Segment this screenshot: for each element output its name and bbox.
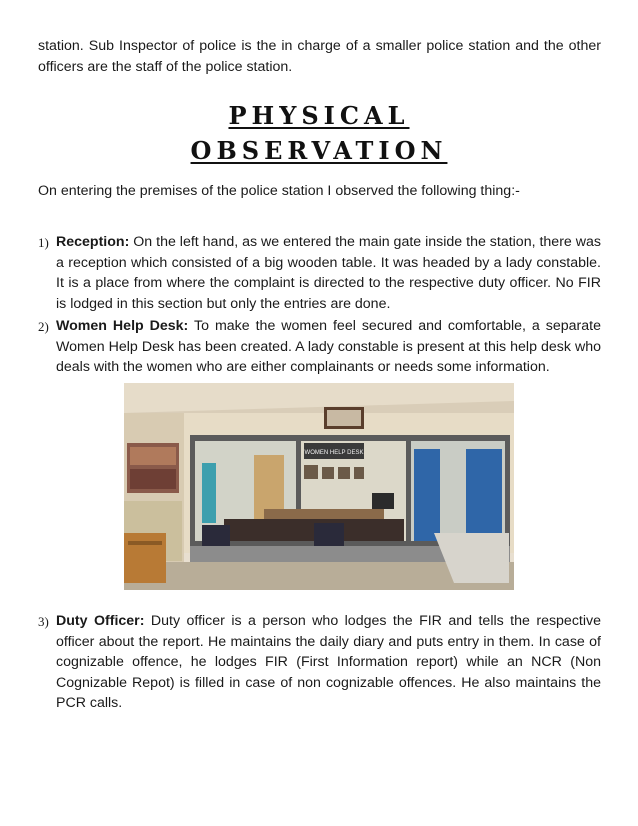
item-text: Duty officer is a person who lodges the FIR and tells the respective officer about the report. He maintains the daily diary and puts entry in them. In case of cognizable offence, he lodges FIR (First Information report) while an NCR (Non Cognizable Repot) is filled in case of non cognizable offences. He also maintains the PCR calls. bbox=[56, 613, 601, 711]
help-desk-sign: WOMEN HELP DESK bbox=[304, 450, 364, 456]
list-item-duty-officer bbox=[38, 611, 601, 714]
lead-paragraph: On entering the premises of the police station I observed the following thing:- bbox=[38, 183, 520, 199]
section-heading-line-2 bbox=[0, 136, 638, 165]
intro-paragraph: station. Sub Inspector of police is the in charge of a smaller police station and the other officers are the staff of the police station. bbox=[38, 38, 601, 75]
item-label: Reception: bbox=[56, 234, 130, 250]
heading-physical: PHYSICAL bbox=[228, 101, 410, 130]
list-number: 1) bbox=[38, 235, 49, 250]
list-item-women-help-desk bbox=[38, 316, 601, 378]
item-label: Duty Officer: bbox=[56, 613, 145, 629]
item-text: To make the women feel secured and comfortable, a separate Women Help Desk has been created. A lady constable is present at this help desk who deals with the women who are either complainants or needs some information. bbox=[56, 318, 602, 375]
list-number: 3) bbox=[38, 614, 49, 629]
item-text: On the left hand, as we entered the main gate inside the station, there was a reception which consisted of a big wooden table. It was headed by a lady constable. It is a place from where the complaint is directed to the respective duty officer. No FIR is lodged in this section but only the entries are done. bbox=[56, 234, 601, 312]
photo-illustration bbox=[124, 383, 514, 590]
heading-observation: OBSERVATION bbox=[190, 136, 448, 165]
list-item-reception bbox=[38, 232, 601, 314]
women-help-desk-photo bbox=[124, 383, 514, 590]
item-label: Women Help Desk: bbox=[56, 318, 189, 334]
section-heading-line-1 bbox=[0, 101, 638, 130]
list-number: 2) bbox=[38, 319, 49, 334]
